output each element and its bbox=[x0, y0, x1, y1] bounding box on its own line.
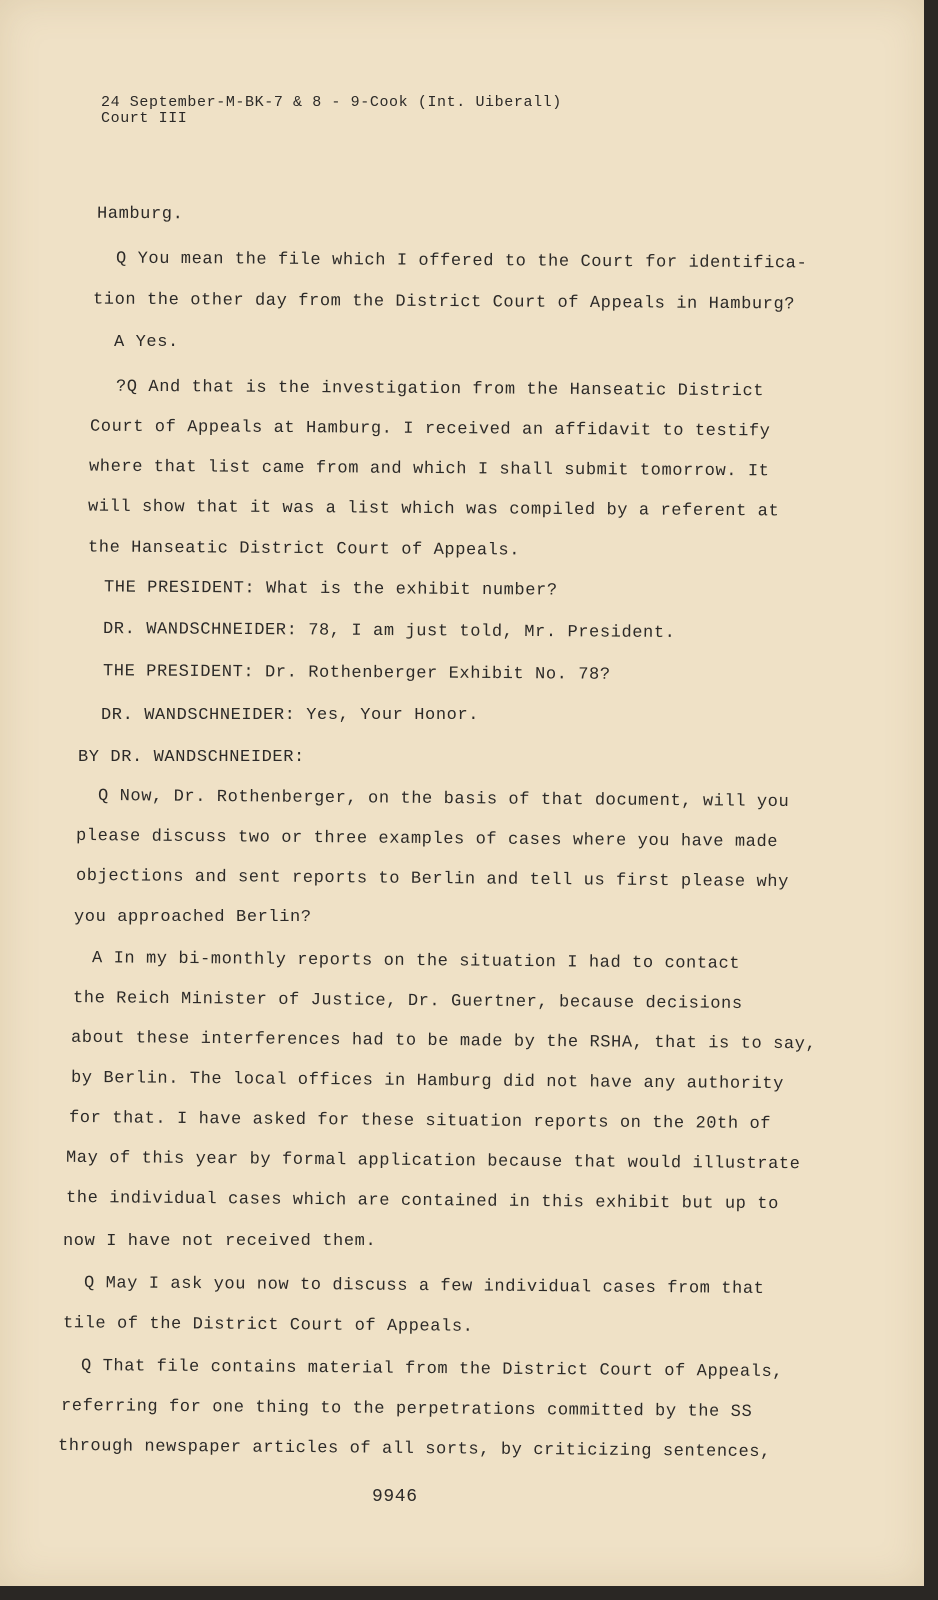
text-line: DR. WANDSCHNEIDER: Yes, Your Honor. bbox=[101, 706, 480, 725]
text-line: Hamburg. bbox=[96, 204, 184, 225]
text-line: Q Now, Dr. Rothenberger, on the basis of that document, will you bbox=[97, 786, 790, 813]
text-line: A Yes. bbox=[114, 333, 179, 352]
text-line: through newspaper articles of all sorts, by criticizing sentences, bbox=[57, 1436, 771, 1463]
text-line: will show that it was a list which was compiled by a referent at bbox=[87, 497, 780, 522]
text-line: A In my bi-monthly reports on the situation I had to contact bbox=[91, 949, 741, 974]
text-line: Q You mean the file which I offered to the Court for identifica- bbox=[115, 249, 808, 274]
text-line: tion the other day from the District Court of Appeals in Hamburg? bbox=[92, 290, 796, 315]
page-number: 9946 bbox=[372, 1487, 418, 1507]
header-line-2: Court III bbox=[101, 110, 188, 127]
text-line: the Reich Minister of Justice, Dr. Guertner, because decisions bbox=[72, 989, 743, 1014]
text-line: THE PRESIDENT: What is the exhibit number? bbox=[103, 578, 558, 601]
text-line: Court of Appeals at Hamburg. I received an affidavit to testify bbox=[89, 417, 771, 442]
text-line: by Berlin. The local offices in Hamburg did not have any authority bbox=[70, 1068, 784, 1095]
text-line: you approached Berlin? bbox=[74, 908, 312, 927]
text-line: now I have not received them. bbox=[63, 1232, 377, 1251]
text-line: about these interferences had to be made by the RSHA, that is to say, bbox=[70, 1028, 817, 1055]
text-line: ?Q And that is the investigation from the Hanseatic District bbox=[115, 377, 765, 402]
text-line: where that list came from and which I shall submit tomorrow. It bbox=[88, 457, 770, 482]
text-line: Q May I ask you now to discuss a few individual cases from that bbox=[83, 1274, 765, 1299]
text-line: May of this year by formal application because that would illustrate bbox=[65, 1148, 801, 1175]
text-line: the individual cases which are contained in this exhibit but up to bbox=[65, 1188, 779, 1215]
text-line: DR. WANDSCHNEIDER: 78, I am just told, Mr. President. bbox=[102, 620, 676, 643]
text-line: objections and sent reports to Berlin and tell us first please why bbox=[75, 866, 789, 893]
text-line: THE PRESIDENT: Dr. Rothenberger Exhibit No. 78? bbox=[102, 662, 611, 685]
header-line-1: 24 September-M-BK-7 & 8 - 9-Cook (Int. Uiberall) bbox=[101, 94, 562, 111]
text-line: for that. I have asked for these situation reports on the 20th of bbox=[68, 1108, 772, 1135]
text-line: referring for one thing to the perpetrations committed by the SS bbox=[60, 1396, 753, 1423]
text-line: please discuss two or three examples of cases where you have made bbox=[75, 826, 779, 853]
text-line: Q That file contains material from the District Court of Appeals, bbox=[80, 1356, 784, 1383]
text-line: BY DR. WANDSCHNEIDER: bbox=[78, 748, 305, 767]
text-line: tile of the District Court of Appeals. bbox=[62, 1314, 474, 1337]
text-line: the Hanseatic District Court of Appeals. bbox=[87, 538, 521, 561]
